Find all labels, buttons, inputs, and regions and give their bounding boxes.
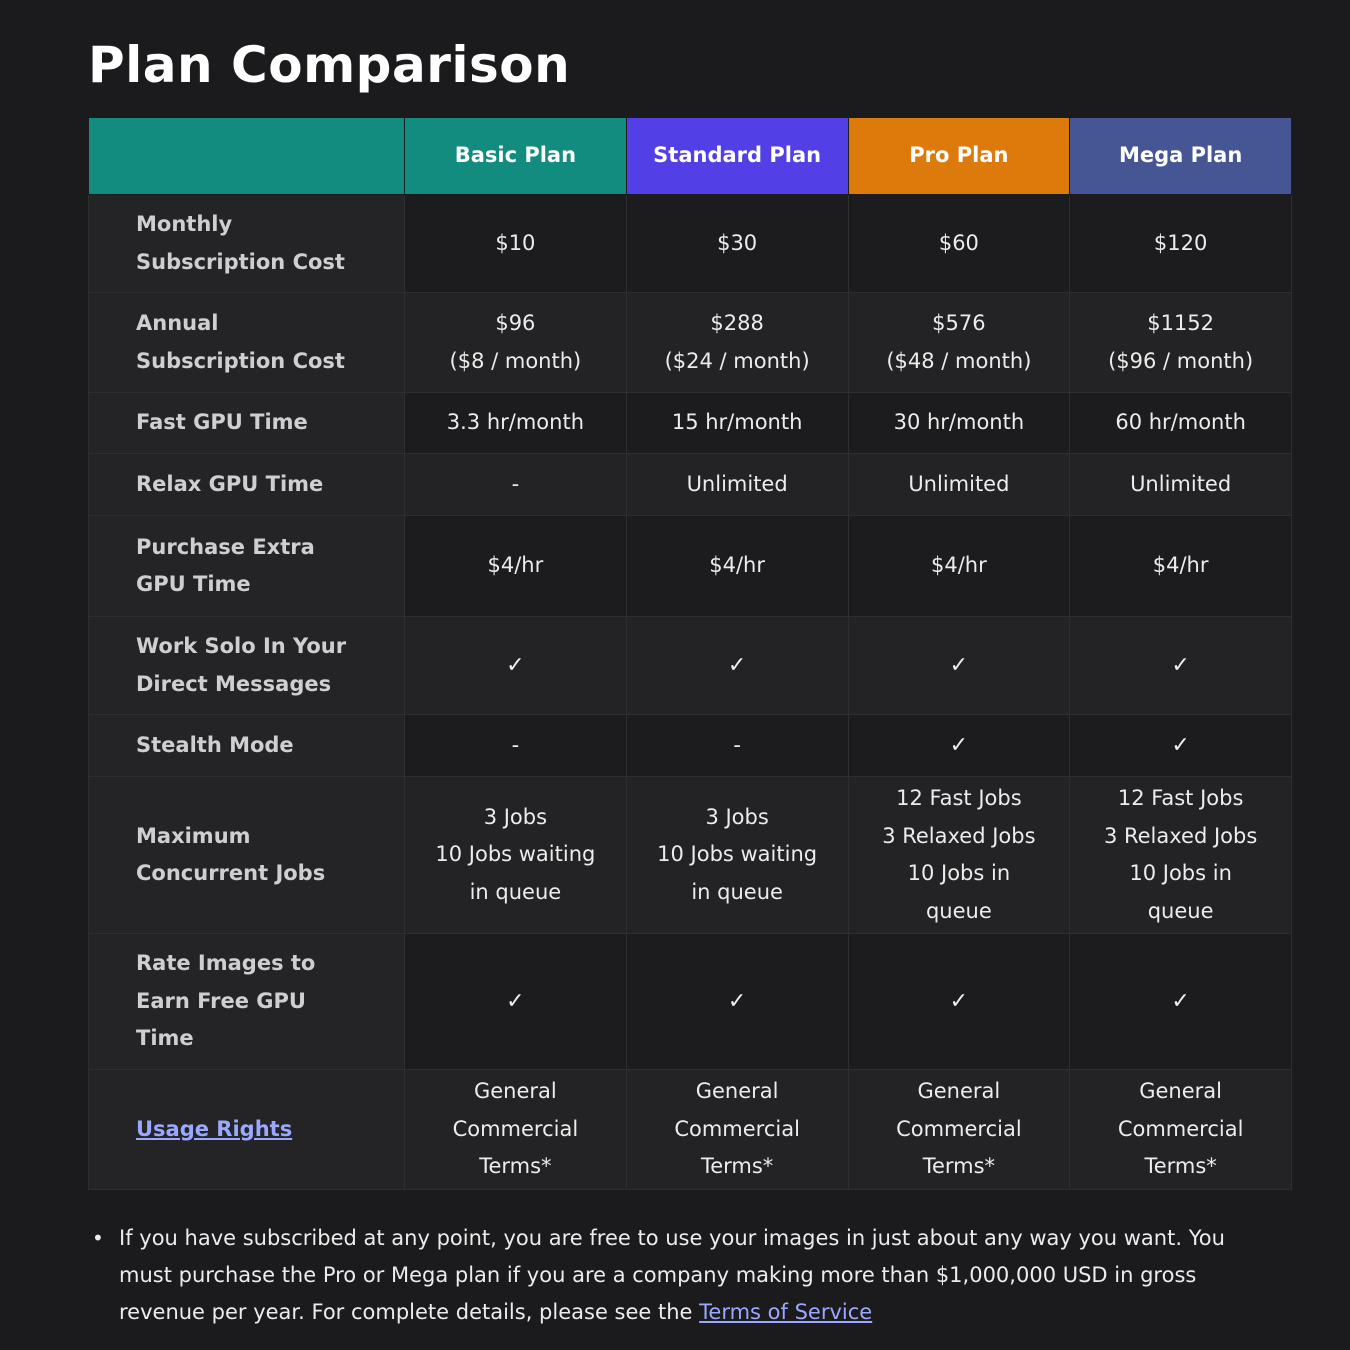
feature-label-cell <box>89 934 405 1070</box>
cell-value: 15 hr/month <box>671 410 803 435</box>
cell-value: General Commercial Terms* <box>674 1079 800 1179</box>
check-icon: ✓ <box>949 988 969 1014</box>
cell-value: $288 ($24 / month) <box>664 311 810 373</box>
cell-mega-plan <box>1070 454 1292 516</box>
cell-pro-plan <box>848 393 1070 454</box>
table-row <box>89 934 1292 1070</box>
cell-value: Unlimited <box>1130 471 1232 496</box>
check-icon: ✓ <box>506 652 525 678</box>
cell-value: 30 hr/month <box>893 410 1025 435</box>
footnote-item <box>92 1220 1282 1331</box>
header-standard-plan: Standard Plan <box>626 118 848 195</box>
cell-pro-plan <box>848 454 1070 516</box>
check-icon: ✓ <box>1171 988 1190 1014</box>
check-icon: ✓ <box>1171 732 1190 758</box>
table-row <box>89 617 1292 715</box>
footnote-text: If you have subscribed at any point, you are free to use your images in just about any way you want. You must purchase the Pro or Mega plan if you are a company making more than $1,000,000 USD in gross revenue per year. For complete details, please see the <box>119 1226 1225 1324</box>
table-row <box>89 1070 1292 1190</box>
cell-value: $60 <box>938 230 979 255</box>
cell-standard-plan <box>626 393 848 454</box>
cell-mega-plan <box>1070 1070 1292 1190</box>
cell-pro-plan <box>848 617 1070 715</box>
cell-standard-plan <box>626 1070 848 1190</box>
check-icon: ✓ <box>1171 652 1190 678</box>
feature-label: Maximum Concurrent Jobs <box>136 823 326 885</box>
terms-of-service-link[interactable]: Terms of Service <box>699 1300 873 1324</box>
cell-mega-plan <box>1070 777 1292 934</box>
feature-label-cell <box>89 777 405 934</box>
cell-value: Unlimited <box>686 471 788 496</box>
cell-mega-plan <box>1070 715 1292 777</box>
plan-comparison-table <box>88 117 1292 1190</box>
feature-label: Rate Images to Earn Free GPU Time <box>136 951 316 1051</box>
check-icon: ✓ <box>506 988 525 1014</box>
cell-standard-plan <box>626 777 848 934</box>
feature-label: Purchase Extra GPU Time <box>136 534 315 596</box>
table-row <box>89 195 1292 293</box>
feature-label-cell <box>89 293 405 393</box>
cell-value: $4/hr <box>709 553 765 578</box>
cell-standard-plan <box>626 454 848 516</box>
cell-value: $96 ($8 / month) <box>449 311 582 373</box>
cell-basic-plan <box>405 454 627 516</box>
cell-basic-plan <box>405 293 627 393</box>
cell-value: $4/hr <box>931 553 987 578</box>
cell-pro-plan <box>848 777 1070 934</box>
cell-value: General Commercial Terms* <box>1117 1079 1244 1179</box>
page-title: Plan Comparison <box>88 36 571 94</box>
feature-label-cell <box>89 454 405 516</box>
cell-basic-plan <box>405 195 627 293</box>
table-row <box>89 454 1292 516</box>
cell-basic-plan <box>405 393 627 454</box>
cell-value: $10 <box>495 230 536 255</box>
feature-label: Relax GPU Time <box>136 471 324 496</box>
cell-standard-plan <box>626 195 848 293</box>
cell-value: 60 hr/month <box>1115 410 1246 435</box>
table-row <box>89 516 1292 617</box>
cell-basic-plan <box>405 1070 627 1190</box>
cell-pro-plan <box>848 293 1070 393</box>
cell-mega-plan <box>1070 934 1292 1070</box>
check-icon: ✓ <box>949 732 969 758</box>
feature-label: Monthly Subscription Cost <box>136 212 345 274</box>
cell-value: $4/hr <box>1152 553 1209 578</box>
cell-value: $576 ($48 / month) <box>886 311 1032 373</box>
usage-rights-link[interactable]: Usage Rights <box>136 1116 293 1141</box>
bullet-icon: • <box>92 1226 104 1250</box>
check-icon: ✓ <box>949 652 969 678</box>
cell-mega-plan <box>1070 617 1292 715</box>
cell-value: - <box>733 732 741 757</box>
check-icon: ✓ <box>727 652 747 678</box>
table-row <box>89 715 1292 777</box>
feature-label-cell <box>89 195 405 293</box>
feature-label-cell <box>89 617 405 715</box>
cell-value: - <box>511 471 520 496</box>
cell-basic-plan <box>405 934 627 1070</box>
table-row <box>89 777 1292 934</box>
cell-basic-plan <box>405 715 627 777</box>
check-icon: ✓ <box>727 988 747 1014</box>
cell-value: 3 Jobs 10 Jobs waiting in queue <box>657 804 818 904</box>
cell-pro-plan <box>848 516 1070 617</box>
feature-label: Work Solo In Your Direct Messages <box>136 634 347 696</box>
table-row <box>89 293 1292 393</box>
cell-value: Unlimited <box>908 471 1010 496</box>
table-header-row <box>89 118 1292 195</box>
cell-value: General Commercial Terms* <box>452 1079 579 1179</box>
header-mega-plan: Mega Plan <box>1070 118 1292 195</box>
cell-standard-plan <box>626 516 848 617</box>
cell-value: $120 <box>1153 230 1208 255</box>
cell-pro-plan <box>848 1070 1070 1190</box>
cell-value: General Commercial Terms* <box>896 1079 1022 1179</box>
cell-value: 3.3 hr/month <box>446 410 584 435</box>
cell-standard-plan <box>626 617 848 715</box>
feature-label-cell <box>89 393 405 454</box>
feature-label: Stealth Mode <box>136 732 294 757</box>
feature-label-cell <box>89 1070 405 1190</box>
cell-value: 3 Jobs 10 Jobs waiting in queue <box>435 804 596 904</box>
cell-pro-plan <box>848 934 1070 1070</box>
cell-basic-plan <box>405 777 627 934</box>
cell-mega-plan <box>1070 293 1292 393</box>
cell-mega-plan <box>1070 393 1292 454</box>
cell-value: $30 <box>717 230 758 255</box>
cell-standard-plan <box>626 293 848 393</box>
header-basic-plan: Basic Plan <box>405 118 627 195</box>
cell-basic-plan <box>405 516 627 617</box>
cell-mega-plan <box>1070 195 1292 293</box>
cell-standard-plan <box>626 715 848 777</box>
cell-value: 12 Fast Jobs 3 Relaxed Jobs 10 Jobs in queue <box>882 786 1036 923</box>
header-pro-plan: Pro Plan <box>848 118 1070 195</box>
cell-mega-plan <box>1070 516 1292 617</box>
cell-value: $4/hr <box>487 553 544 578</box>
feature-label-cell <box>89 516 405 617</box>
feature-label-cell <box>89 715 405 777</box>
cell-value: $1152 ($96 / month) <box>1108 311 1254 373</box>
feature-label: Fast GPU Time <box>136 410 308 435</box>
cell-pro-plan <box>848 195 1070 293</box>
table-row <box>89 393 1292 454</box>
cell-pro-plan <box>848 715 1070 777</box>
cell-value: - <box>511 732 520 757</box>
footnote-list <box>92 1220 1282 1331</box>
feature-label: Annual Subscription Cost <box>136 311 345 373</box>
header-corner-cell <box>89 118 405 195</box>
cell-value: 12 Fast Jobs 3 Relaxed Jobs 10 Jobs in queue <box>1103 786 1258 923</box>
cell-standard-plan <box>626 934 848 1070</box>
cell-basic-plan <box>405 617 627 715</box>
